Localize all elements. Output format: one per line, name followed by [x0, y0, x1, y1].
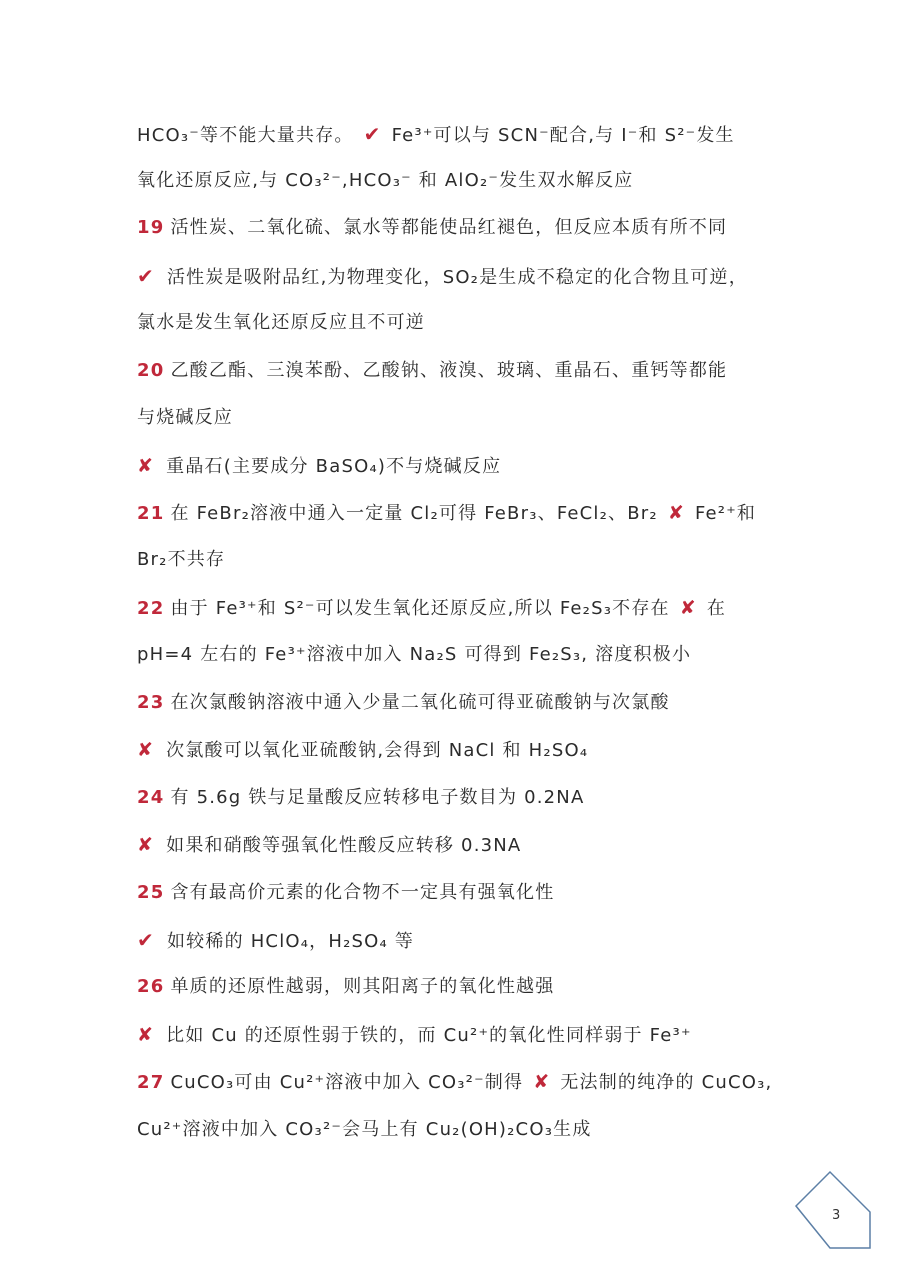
line-text-tail: Fe³⁺可以与 SCN⁻配合,与 I⁻和 S²⁻发生: [391, 125, 735, 146]
text-line: [137, 738, 817, 763]
line-text: CuCO₃可由 Cu²⁺溶液中加入 CO₃²⁻制得: [170, 1072, 524, 1093]
line-text: HCO₃⁻等不能大量共存。: [137, 125, 354, 146]
line-text: 重晶石(主要成分 BaSO₄)不与烧碱反应: [166, 456, 502, 477]
item-number: 26: [137, 976, 165, 997]
line-text: 在 FeBr₂溶液中通入一定量 Cl₂可得 FeBr₃、FeCl₂、Br₂: [170, 503, 658, 524]
line-text: 如较稀的 HClO₄，H₂SO₄ 等: [166, 931, 415, 952]
cross-icon: ✘: [137, 455, 155, 477]
item-number: 25: [137, 882, 165, 903]
item-number: 27: [137, 1072, 165, 1093]
text-line: [137, 169, 817, 193]
line-text: Br₂不共存: [137, 549, 226, 570]
text-line: [137, 596, 817, 621]
line-text: 氯水是发生氧化还原反应且不可逆: [137, 312, 425, 333]
text-line: [137, 548, 817, 572]
text-line: [137, 311, 817, 335]
text-line: [137, 1070, 817, 1095]
item-number: 23: [137, 692, 165, 713]
text-line: [137, 264, 817, 290]
check-icon: ✔: [137, 928, 155, 952]
line-text: 有 5.6g 铁与足量酸反应转移电子数目为 0.2NA: [170, 787, 585, 808]
text-line: [137, 359, 817, 383]
item-number: 21: [137, 503, 165, 524]
text-line: [137, 833, 817, 858]
line-text: 乙酸乙酯、三溴苯酚、乙酸钠、液溴、玻璃、重晶石、重钙等都能: [170, 360, 728, 381]
line-text: pH=4 左右的 Fe³⁺溶液中加入 Na₂S 可得到 Fe₂S₃, 溶度积极小: [137, 644, 692, 665]
line-text-tail: Fe²⁺和: [694, 503, 757, 524]
text-line: [137, 216, 817, 240]
line-text: 活性炭是吸附品红,为物理变化，SO₂是生成不稳定的化合物且可逆，: [166, 267, 748, 288]
text-line: [137, 975, 817, 999]
item-number: 19: [137, 217, 165, 238]
line-text-tail: 无法制的纯净的 CuCO₃,: [560, 1072, 773, 1093]
cross-icon: ✘: [137, 739, 155, 761]
cross-icon: ✘: [137, 1024, 155, 1046]
cross-icon: ✘: [533, 1071, 551, 1093]
text-line: [137, 786, 817, 810]
text-line: [137, 643, 817, 667]
text-line: [137, 501, 817, 526]
line-text: Cu²⁺溶液中加入 CO₃²⁻会马上有 Cu₂(OH)₂CO₃生成: [137, 1119, 592, 1140]
text-line: [137, 406, 817, 430]
text-line: [137, 928, 817, 954]
item-number: 20: [137, 360, 165, 381]
line-text: 氧化还原反应,与 CO₃²⁻,HCO₃⁻ 和 AlO₂⁻发生双水解反应: [137, 170, 634, 191]
check-icon: ✔: [137, 264, 155, 288]
line-text-tail: 在: [706, 598, 727, 619]
text-line: [137, 1023, 817, 1048]
cross-icon: ✘: [679, 597, 697, 619]
text-line: [137, 881, 817, 905]
line-text: 由于 Fe³⁺和 S²⁻可以发生氧化还原反应,所以 Fe₂S₃不存在: [170, 598, 670, 619]
item-number: 22: [137, 598, 165, 619]
line-text: 含有最高价元素的化合物不一定具有强氧化性: [170, 882, 555, 903]
line-text: 单质的还原性越弱，则其阳离子的氧化性越强: [170, 976, 555, 997]
line-text: 与烧碱反应: [137, 407, 233, 428]
text-line: [137, 122, 817, 148]
line-text: 活性炭、二氧化硫、氯水等都能使品红褪色，但反应本质有所不同: [170, 217, 728, 238]
line-text: 次氯酸可以氧化亚硫酸钠,会得到 NaCl 和 H₂SO₄: [166, 740, 589, 761]
text-line: [137, 454, 817, 479]
cross-icon: ✘: [667, 502, 685, 524]
line-text: 如果和硝酸等强氧化性酸反应转移 0.3NA: [166, 835, 522, 856]
line-text: 在次氯酸钠溶液中通入少量二氧化硫可得亚硫酸钠与次氯酸: [170, 692, 670, 713]
text-line: [137, 691, 817, 715]
cross-icon: ✘: [137, 834, 155, 856]
text-line: [137, 1118, 817, 1142]
page-number: 3: [832, 1208, 841, 1223]
line-text: 比如 Cu 的还原性弱于铁的，而 Cu²⁺的氧化性同样弱于 Fe³⁺: [166, 1025, 692, 1046]
item-number: 24: [137, 787, 165, 808]
check-icon: ✔: [363, 122, 382, 146]
